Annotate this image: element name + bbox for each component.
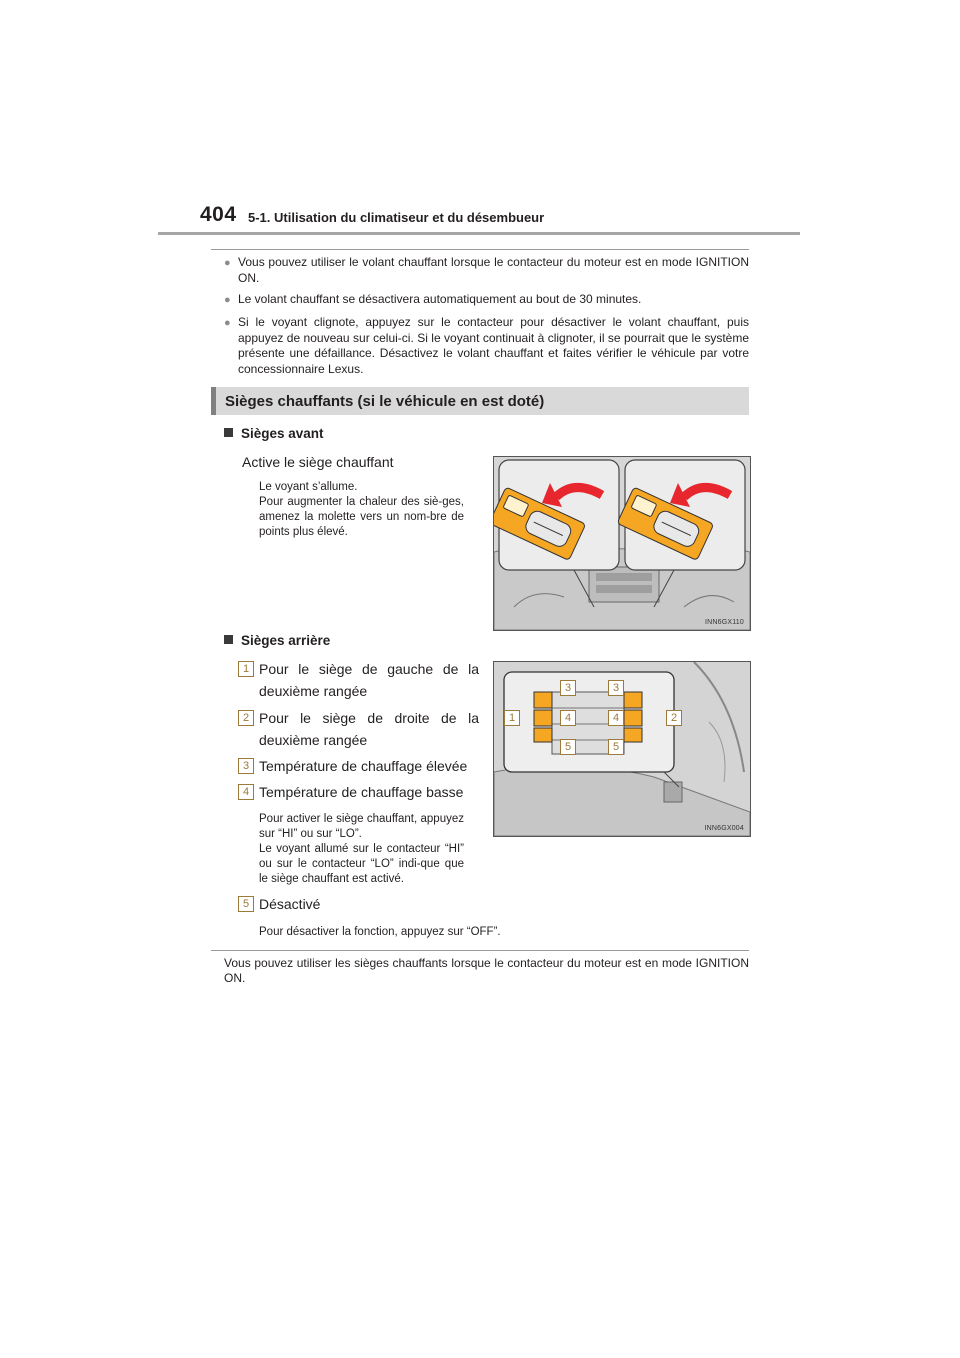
callout-5-right: 5 [608,739,624,755]
number-badge-2: 2 [238,710,254,726]
rear-seats-heading-text: Sièges arrière [241,633,331,648]
rear-note-off: Pour désactiver la fonction, appuyez sur “OFF”. [259,926,501,938]
front-seats-illustration [494,457,750,630]
callout-3-right: 3 [608,680,624,696]
rear-seats-figure [493,661,751,837]
square-bullet-icon [224,635,233,644]
bullet-item [224,292,749,308]
bullet-text: Si le voyant clignote, appuyez sur le contacteur pour désactiver le volant chauffant, puis appuyez de nouveau sur celui-ci. Si le voyant continuait à clignoter, il se pourrait que le système présente une défaillance. Désactivez le volant chauffant et faites vérifier le véhicule par votre concessionnaire Lexus. [238,315,749,376]
front-figure-code: INN6GX110 [704,619,744,626]
callout-5-left: 5 [560,739,576,755]
callout-2: 2 [666,710,682,726]
top-rule [211,249,749,250]
callout-4-right: 4 [608,710,624,726]
bullet-text: Le volant chauffant se désactivera automatiquement au bout de 30 minutes. [238,292,642,306]
front-label: Active le siège chauffant [242,454,394,470]
footer-rule [211,950,749,951]
number-badge-3: 3 [238,758,254,774]
callout-4-left: 4 [560,710,576,726]
rear-item-label: Désactivé [259,896,321,912]
bullet-item [224,255,749,286]
rear-figure-code: INN6GX004 [704,825,744,832]
rear-item-label: Température de chauffage basse [259,784,464,800]
footer-text: Vous pouvez utiliser les sièges chauffants lorsque le contacteur du moteur est en mode IGNITION ON. [224,956,749,985]
bullet-dot-icon: ● [224,257,231,269]
header-rule [158,232,800,235]
bullet-item [224,315,749,377]
callout-1: 1 [504,710,520,726]
number-badge-4: 4 [238,784,254,800]
front-note: Le voyant s’allume. Pour augmenter la chaleur des siè-ges, amenez la molette vers un nom-bre de points plus élevé. [259,481,464,538]
front-seats-heading [224,426,324,441]
front-seats-heading-text: Sièges avant [241,426,324,441]
rear-seats-heading [224,633,330,648]
section-heading [211,387,749,415]
bullet-dot-icon: ● [224,294,231,306]
bullet-dot-icon: ● [224,317,231,329]
bullet-text: Vous pouvez utiliser le volant chauffant lorsque le contacteur du moteur est en mode IGNITION ON. [238,255,749,285]
rear-item-label: Pour le siège de droite de la deuxième rangée [259,710,479,748]
rear-item-label: Pour le siège de gauche de la deuxième rangée [259,661,479,699]
rear-item-label: Température de chauffage élevée [259,758,468,774]
number-badge-1: 1 [238,661,254,677]
front-seats-figure [493,456,751,631]
number-badge-5: 5 [238,896,254,912]
callout-3-left: 3 [560,680,576,696]
rear-note-hi-lo: Pour activer le siège chauffant, appuyez sur “HI” ou sur “LO”. Le voyant allumé sur le contacteur “HI” ou sur le contacteur “LO” indi-que que le siège chauffant est activé. [259,813,464,885]
square-bullet-icon [224,428,233,437]
page-number: 404 [200,203,237,226]
chapter-title: 5-1. Utilisation du climatiseur et du désembueur [248,210,545,225]
section-title: Sièges chauffants (si le véhicule en est doté) [225,393,545,410]
